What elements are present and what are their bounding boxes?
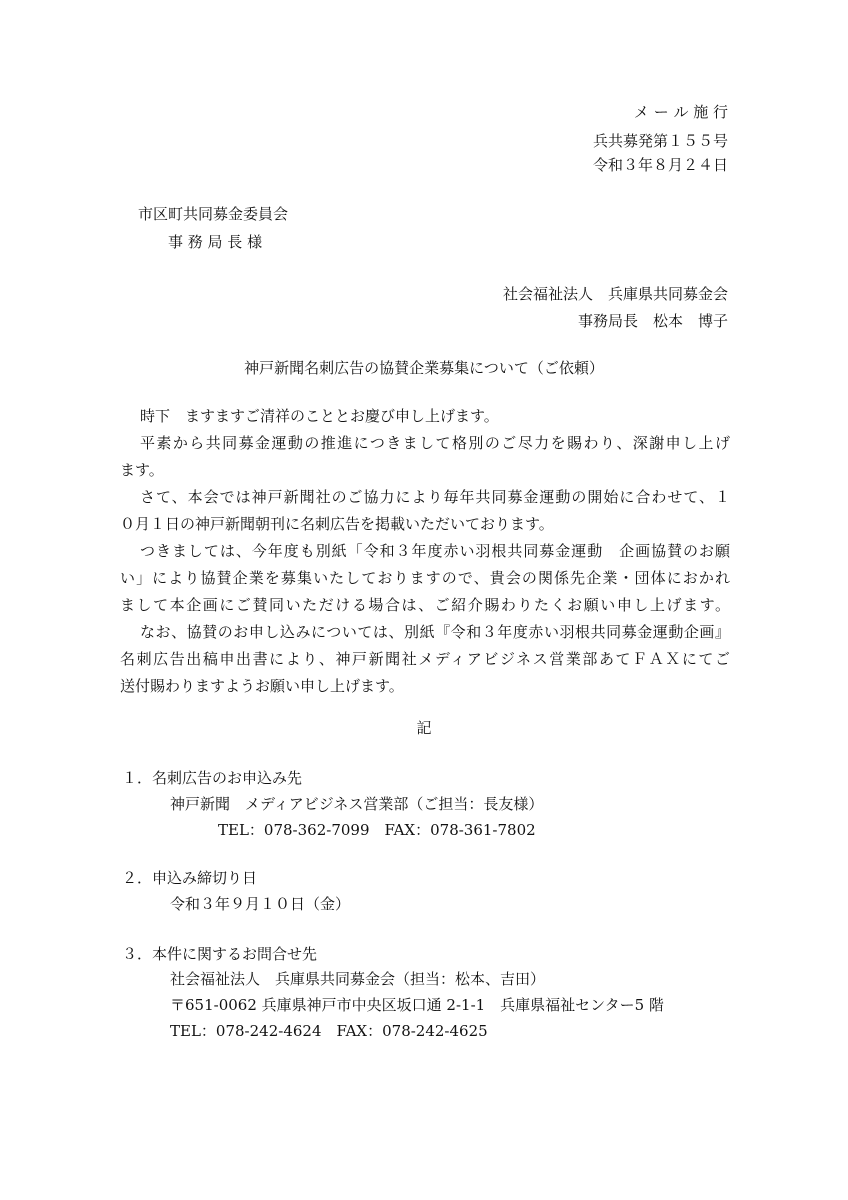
item-heading: ３．本件に関するお問合せ先 [122, 945, 318, 963]
body-line: つきましては、今年度も別紙「令和３年度赤い羽根共同募金運動 企画協賛のお願 [140, 542, 730, 560]
item-heading: １．名刺広告のお申込み先 [122, 769, 303, 787]
item-address: 〒651-0062 兵庫県神戸市中央区坂口通 2-1-1 兵庫県福祉センター5 階 [170, 996, 664, 1014]
item-heading: ２．申込み締切り日 [122, 869, 258, 887]
delivery-method: メ ー ル 施 行 [633, 103, 728, 121]
recipient-org: 市区町共同募金委員会 [138, 205, 289, 223]
item-contact: TEL：078-242-4624 FAX：078-242-4625 [170, 1022, 488, 1040]
body-line: 名刺広告出稿申出書により、神戸新聞社メディアビジネス営業部あてＦＡＸにてご [120, 650, 730, 668]
body-line: ０月１日の神戸新聞朝刊に名刺広告を掲載いただいております。 [120, 515, 554, 533]
item-contact: TEL：078-362-7099 FAX：078-361-7802 [218, 821, 536, 839]
ki-marker: 記 [416, 719, 432, 737]
item-detail: 令和３年９月１０日（金） [170, 895, 351, 913]
subject-title: 神戸新聞名刺広告の協賛企業募集について（ご依頼） [244, 359, 604, 377]
body-line: ます。 [120, 461, 164, 479]
document-number: 兵共募発第１５５号 [592, 132, 728, 150]
item-detail: 神戸新聞 メディアビジネス営業部（ご担当：長友様） [170, 795, 544, 813]
item-detail: 社会福祉法人 兵庫県共同募金会（担当：松本、吉田） [170, 970, 546, 988]
document-date: 令和３年８月２４日 [592, 156, 728, 174]
body-line: い」により協賛企業を募集いたしておりますので、貴会の関係先企業・団体におかれ [120, 569, 730, 587]
sender-person: 事務局長 松本 博子 [577, 312, 728, 330]
body-line: 平素から共同募金運動の推進につきまして格別のご尽力を賜わり、深謝申し上げ [140, 434, 730, 452]
recipient-title: 事 務 局 長 様 [168, 233, 263, 251]
body-line: さて、本会では神戸新聞社のご協力により毎年共同募金運動の開始に合わせて、１ [140, 488, 730, 506]
sender-org: 社会福祉法人 兵庫県共同募金会 [502, 285, 728, 303]
body-line: 時下 ますますご清祥のこととお慶び申し上げます。 [140, 407, 499, 425]
body-line: まして本企画にご賛同いただける場合は、ご紹介賜わりたくお願い申し上げます。 [120, 596, 730, 614]
body-line: なお、協賛のお申し込みについては、別紙『令和３年度赤い羽根共同募金運動企画』 [140, 623, 730, 641]
body-line: 送付賜わりますようお願い申し上げます。 [120, 677, 404, 695]
